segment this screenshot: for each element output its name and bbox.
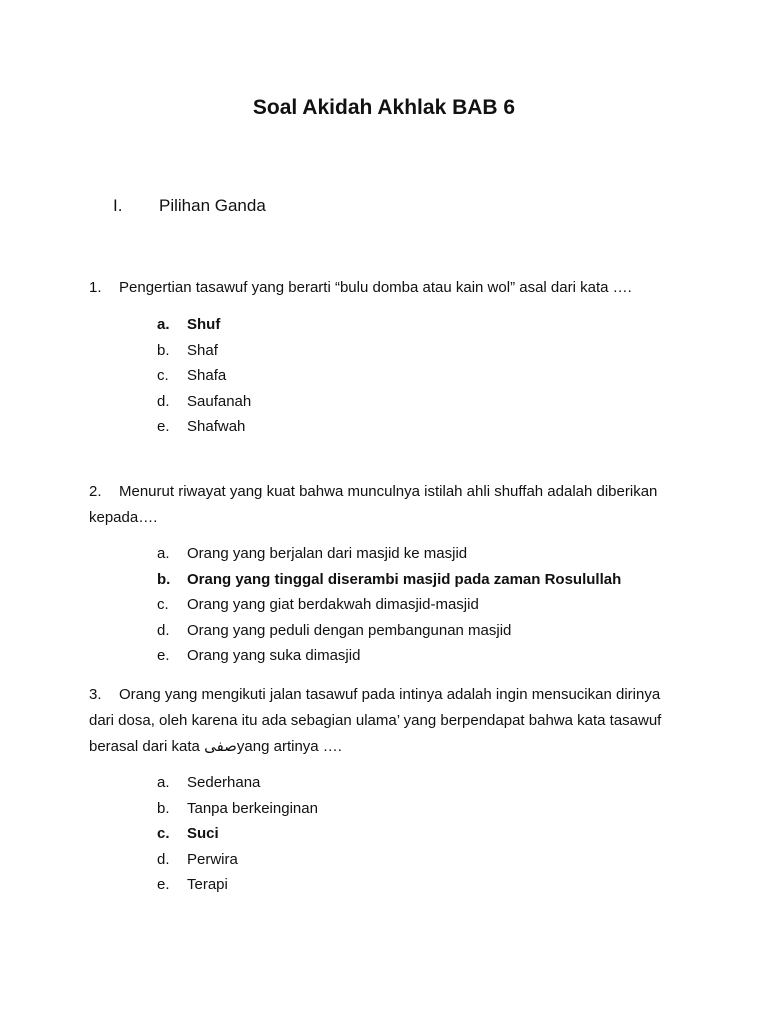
option-text: Shafwah	[187, 418, 246, 435]
option-letter: d.	[157, 621, 170, 639]
options-list-1	[157, 312, 251, 440]
section-number: I.	[113, 196, 123, 215]
option-letter: e.	[157, 418, 170, 435]
options-list-3	[157, 770, 318, 898]
option-text: Orang yang suka dimasjid	[187, 647, 361, 664]
question-number: 1.	[89, 279, 102, 296]
option-text: Shuf	[187, 316, 221, 333]
option-text: Tanpa berkeinginan	[187, 799, 318, 817]
option-letter: b.	[157, 341, 170, 359]
section-label: Pilihan Ganda	[159, 196, 266, 215]
option-e	[157, 643, 621, 669]
option-a	[157, 770, 318, 796]
question-3	[89, 682, 689, 760]
question-2	[89, 479, 689, 531]
option-letter: d.	[157, 850, 170, 868]
options-list-2	[157, 541, 621, 669]
option-text: Perwira	[187, 850, 238, 868]
question-text: Orang yang mengikuti jalan tasawuf pada intinya adalah ingin mensucikan dirinya dari dosa, oleh karena itu ada sebagian ulama’ yang berpendapat bahwa kata tasawuf berasal dari kata صفىyang artinya ….	[89, 686, 662, 755]
option-text: Shafa	[187, 367, 227, 384]
option-c	[157, 363, 251, 389]
option-text: Terapi	[187, 876, 228, 893]
option-c	[157, 592, 621, 618]
option-b	[157, 338, 251, 364]
option-letter: b.	[157, 570, 171, 588]
option-a	[157, 541, 621, 567]
option-e	[157, 872, 318, 898]
document-title: Soal Akidah Akhlak BAB 6	[252, 96, 516, 119]
option-text: Orang yang giat berdakwah dimasjid-masjid	[187, 596, 479, 613]
option-d	[157, 389, 251, 415]
option-e	[157, 414, 251, 440]
option-letter: d.	[157, 392, 170, 410]
option-d	[157, 618, 621, 644]
option-a	[157, 312, 251, 338]
option-letter: b.	[157, 799, 170, 817]
option-letter: c.	[157, 596, 169, 613]
option-letter: a.	[157, 774, 170, 791]
question-1	[89, 275, 689, 301]
option-c	[157, 821, 318, 847]
option-letter: a.	[157, 316, 170, 333]
question-number: 3.	[89, 686, 102, 703]
option-letter: c.	[157, 825, 170, 842]
option-text: Orang yang tinggal diserambi masjid pada zaman Rosulullah	[187, 570, 622, 588]
question-number: 2.	[89, 483, 102, 500]
option-text: Shaf	[187, 341, 218, 359]
option-text: Orang yang berjalan dari masjid ke masjid	[187, 545, 468, 562]
option-b	[157, 796, 318, 822]
question-text: Menurut riwayat yang kuat bahwa munculnya istilah ahli shuffah adalah diberikan kepada….	[89, 483, 658, 526]
option-text: Sederhana	[187, 774, 261, 791]
option-text: Saufanah	[187, 392, 252, 410]
option-d	[157, 847, 318, 873]
question-text: Pengertian tasawuf yang berarti “bulu domba atau kain wol” asal dari kata ….	[119, 279, 632, 296]
option-b	[157, 567, 621, 593]
section-heading	[113, 196, 266, 216]
option-letter: e.	[157, 647, 170, 664]
option-letter: c.	[157, 367, 169, 384]
option-text: Orang yang peduli dengan pembangunan masjid	[187, 621, 512, 639]
option-letter: a.	[157, 545, 170, 562]
option-text: Suci	[187, 825, 219, 842]
option-letter: e.	[157, 876, 170, 893]
